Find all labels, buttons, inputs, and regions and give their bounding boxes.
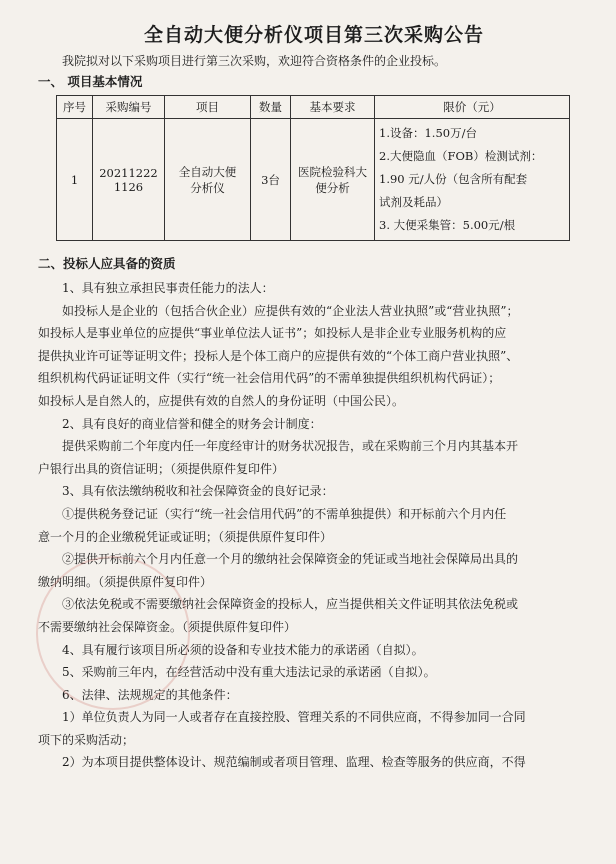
paragraph-line: 6、法律、法规规定的其他条件： bbox=[62, 687, 238, 702]
paragraph-line: 2）为本项目提供整体设计、规范编制或者项目管理、监理、检查等服务的供应商，不得 bbox=[62, 755, 526, 770]
table-header-row bbox=[57, 96, 570, 119]
paragraph-line: 缴纳明细。（须提供原件复印件） bbox=[38, 574, 213, 589]
paragraph-line: 项下的采购活动； bbox=[38, 732, 135, 747]
requirement-line: 便分析 bbox=[315, 180, 350, 195]
header-requirement: 基本要求 bbox=[291, 96, 375, 119]
item-line: 分析仪 bbox=[190, 180, 225, 195]
code-line: 20211222 bbox=[99, 165, 158, 180]
paragraph-line: 2、具有良好的商业信誉和健全的财务会计制度： bbox=[62, 416, 322, 431]
paragraph-line: 1、具有独立承担民事责任能力的法人： bbox=[62, 281, 274, 295]
section-heading-basic-info: 一、 项目基本情况 bbox=[38, 74, 143, 89]
cell-index: 1 bbox=[57, 119, 93, 241]
limit-line: 2.大便隐血（FOB）检测试剂： bbox=[379, 149, 543, 163]
header-code: 采购编号 bbox=[93, 96, 165, 119]
header-item: 项目 bbox=[165, 96, 251, 119]
paragraph-line: 5、采购前三年内，在经营活动中没有重大违法记录的承诺函（自拟）。 bbox=[62, 665, 436, 680]
paragraph-line: 1）单位负责人为同一人或者存在直接控股、管理关系的不同供应商，不得参加同一合同 bbox=[62, 710, 526, 725]
paragraph-line: 不需要缴纳社会保障资金。（须提供原件复印件） bbox=[38, 619, 297, 634]
limit-line: 1.设备：1.50万/台 bbox=[379, 126, 477, 140]
project-table bbox=[56, 95, 570, 241]
requirement-line: 医院检验科大 bbox=[298, 164, 367, 179]
paragraph-line: 提供采购前二个年度内任一年度经审计的财务状况报告，或在采购前三个月内其基本开 bbox=[62, 439, 519, 454]
section-heading-qualifications: 二、投标人应具备的资质 bbox=[38, 256, 176, 271]
paragraph-line: 提供执业许可证等证明文件；投标人是个体工商户的应提供有效的“个体工商户营业执照”、 bbox=[38, 348, 519, 363]
header-limit-price: 限价（元） bbox=[375, 96, 570, 119]
header-qty: 数量 bbox=[251, 96, 291, 119]
paragraph-line: 户银行出具的资信证明；（须提供原件复印件） bbox=[38, 461, 285, 476]
paragraph-line: ③依法免税或不需要缴纳社会保障资金的投标人，应当提供相关文件证明其依法免税或 bbox=[62, 597, 519, 612]
cell-qty: 3台 bbox=[251, 119, 291, 241]
item-line: 全自动大便 bbox=[178, 164, 237, 179]
paragraph-line: 组织机构代码证证明文件（实行“统一社会信用代码”的不需单独提供组织机构代码证）； bbox=[38, 371, 501, 386]
header-index: 序号 bbox=[57, 96, 93, 119]
cell-limit-price bbox=[375, 119, 570, 241]
cell-item bbox=[165, 119, 251, 241]
page-title: 全自动大便分析仪项目第三次采购公告 bbox=[143, 24, 484, 46]
limit-line: 试剂及耗品） bbox=[379, 195, 448, 209]
paragraph-line: ①提供税务登记证（实行“统一社会信用代码”的不需单独提供）和开标前六个月内任 bbox=[62, 506, 507, 521]
paragraph-line: 意一个月的企业缴税凭证或证明；（须提供原件复印件） bbox=[38, 529, 333, 544]
paragraph-line: 3、具有依法缴纳税收和社会保障资金的良好记录： bbox=[62, 484, 334, 499]
paragraph-line: 如投标人是企业的（包括合伙企业）应提供有效的“企业法人营业执照”或“营业执照”； bbox=[62, 303, 519, 318]
paragraph-line: 如投标人是自然人的，应提供有效的自然人的身份证明（中国公民）。 bbox=[38, 393, 405, 408]
red-seal-stamp bbox=[36, 556, 190, 710]
limit-line: 1.90 元/人份（包含所有配套 bbox=[379, 172, 528, 186]
paragraph-line: 4、具有履行该项目所必须的设备和专业技术能力的承诺函（自拟）。 bbox=[62, 642, 424, 657]
paragraph-line: 如投标人是事业单位的应提供“事业单位法人证书”；如投标人是非企业专业服务机构的应 bbox=[38, 326, 507, 341]
cell-requirement bbox=[291, 119, 375, 241]
intro-text: 我院拟对以下采购项目进行第三次采购，欢迎符合资格条件的企业投标。 bbox=[62, 54, 447, 68]
cell-code bbox=[93, 119, 165, 241]
code-line: 1126 bbox=[113, 179, 144, 194]
limit-line: 3. 大便采集管：5.00元/根 bbox=[379, 218, 516, 232]
table-row bbox=[57, 119, 570, 241]
paragraph-line: ②提供开标前六个月内任意一个月的缴纳社会保障资金的凭证或当地社会保障局出具的 bbox=[62, 552, 519, 567]
